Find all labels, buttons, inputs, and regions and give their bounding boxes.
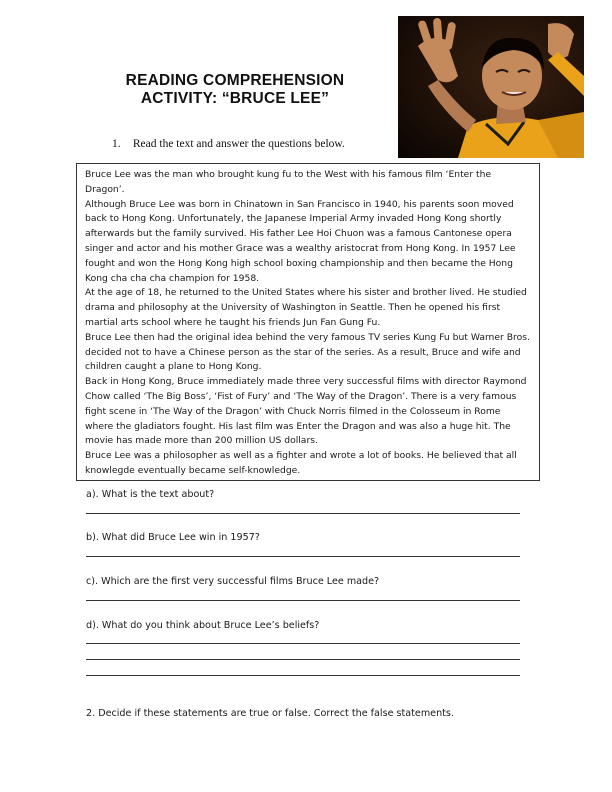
passage-paragraph: Bruce Lee then had the original idea behind the very famous TV series Kung Fu but Warner Bros. decided not to have a Chinese person as the star of the series. As a result, Bruce and wife and children caught a plane to Hong Kong. [85,331,530,373]
passage-paragraph: Back in Hong Kong, Bruce immediately made three very successful films with director Raymond Chow called ‘The Big Boss’, ‘Fist of Fury’ and ‘The Way of the Dragon’. There is a very famous fight scene in ‘The Way of the Dragon’ with Chuck Norris filmed in the Colosseum in Rome where the gladiators fought. His last film was Enter the Dragon and was also a huge hit. The movie has made more than 200 million US dollars. [85,376,527,447]
passage-paragraph: At the age of 18, he returned to the United States where his sister and brother lived. He studied drama and philosophy at the University of Washington in Seattle. Then he opened his first martial arts school where he taught his friends Jun Fan Gung Fu. [85,287,527,328]
question-c: c). Which are the first very successful films Bruce Lee made? [86,576,380,587]
instruction-1 [112,138,345,150]
instruction-1-text: Read the text and answer the questions below. [132,138,345,150]
bruce-lee-photo [398,16,584,158]
title-line-1: READING COMPREHENSION [125,72,345,89]
question-d: d). What do you think about Bruce Lee’s beliefs? [86,620,320,631]
passage-paragraph: Bruce Lee was the man who brought kung fu to the West with his famous film ‘Enter the Dragon’. [85,169,492,195]
answer-line[interactable] [86,675,520,676]
bruce-lee-photo-icon [398,16,584,158]
answer-line[interactable] [86,556,520,557]
passage-paragraph: Although Bruce Lee was born in Chinatown in San Francisco in 1940, his parents soon moved back to Hong Kong. Unfortunately, the Japanese Imperial Army invaded Hong Kong shortly afterwards but the family survived. His father Lee Hoi Chuon was a famous Cantonese opera singer and actor and his mother Grace was a wealthy aristocrat from Hong Kong. In 1957 Lee fought and won the Hong Kong high school boxing championship and then became the Hong Kong cha cha cha champion for 1958. [85,198,516,284]
answer-line[interactable] [86,659,520,660]
question-a: a). What is the text about? [86,489,215,500]
passage-paragraph: Bruce Lee was a philosopher as well as a fighter and wrote a lot of books. He believed that all knowlegde eventually became self-knowledge. [85,450,517,476]
instruction-1-number: 1. [112,138,121,150]
worksheet-title [110,72,360,108]
question-b: b). What did Bruce Lee win in 1957? [86,532,260,543]
title-line-2: ACTIVITY: “BRUCE LEE” [140,90,330,107]
answer-line[interactable] [86,513,520,514]
instruction-2: 2. Decide if these statements are true or false. Correct the false statements. [86,708,454,719]
answer-line[interactable] [86,600,520,601]
answer-line[interactable] [86,643,520,644]
reading-passage-box [76,163,540,481]
